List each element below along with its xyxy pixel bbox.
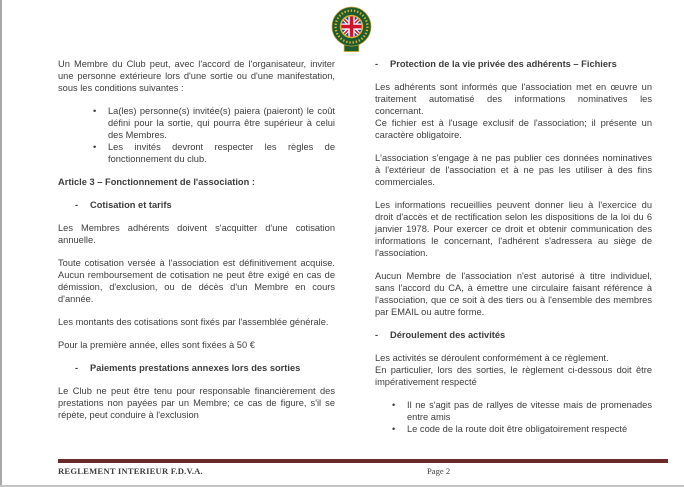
left-column xyxy=(58,58,335,432)
intro-paragraph: Un Membre du Club peut, avec l'accord de l'organisateur, inviter une personne extérieure lors d'une sortie ou d'une manifestation, sous les conditions suivantes : xyxy=(58,59,335,93)
bullet-icon: • xyxy=(93,106,97,116)
list-item-text: Le code de la route doit être obligatoirement respecté xyxy=(407,424,628,434)
activites-rules-list xyxy=(375,399,652,435)
paragraph: Pour la première année, elles sont fixées à 50 € xyxy=(58,340,255,350)
footer-page-number: Page 2 xyxy=(427,466,451,476)
bullet-icon: • xyxy=(93,142,97,152)
paragraph: Les informations recueillies peuvent donner lieu à l'exercice du droit d'accès et de rectification selon les dispositions de la loi du 6 janvier 1978. Pour exercer ce droit et obtenir communication des informations le concernant, l'adhérent s'adressera au siège de l'association. xyxy=(375,200,652,258)
bullet-icon: • xyxy=(392,424,396,434)
paragraph: L'association s'engage à ne pas publier ces données nominatives à l'extérieur de l'association et à ne pas les utiliser à des fins commerciales. xyxy=(375,153,652,187)
subheading-text: Protection de la vie privée des adhérents – Fichiers xyxy=(390,59,617,69)
paragraph: Le Club ne peut être tenu pour responsable financièrement des prestations non payées par un Membre; ce cas de figure, s'il se répète, peut conduire à l'exclusion xyxy=(58,386,335,420)
dash-marker: - xyxy=(75,200,79,210)
subheading-text: Paiements prestations annexes lors des sorties xyxy=(90,363,301,373)
subheading-text: Cotisation et tarifs xyxy=(90,200,172,210)
list-item-text: Les invités devront respecter les règles de fonctionnement du club. xyxy=(108,142,335,164)
list-item xyxy=(392,423,652,435)
right-column xyxy=(375,58,652,446)
paragraph: Les adhérents sont informés que l'association met en œuvre un traitement automatisé des informations nominatives les concernant. xyxy=(375,82,652,116)
footer-document-title: REGLEMENT INTERIEUR F.D.V.A. xyxy=(58,466,203,476)
list-item-text: Il ne s'agit pas de rallyes de vitesse mais de promenades entre amis xyxy=(407,400,652,422)
activites-subheading xyxy=(375,329,652,341)
paragraph: Les activités se déroulent conformément à ce règlement. xyxy=(375,353,609,363)
page-left-edge xyxy=(0,0,2,487)
paragraph: Ce fichier est à l'usage exclusif de l'association; il présente un caractère obligatoire. xyxy=(375,118,652,140)
paragraph: Aucun Membre de l'association n'est autorisé à titre individuel, sans l'accord du CA, à émettre une circulaire faisant référence à l'association, que ce soit à des tiers ou à l'ensemble des membres par EMAIL ou autre forme. xyxy=(375,271,652,317)
list-item xyxy=(392,399,652,423)
dash-marker: - xyxy=(75,363,79,373)
list-item xyxy=(93,141,335,165)
subheading-text: Déroulement des activités xyxy=(390,330,506,340)
article3-heading: Article 3 – Fonctionnement de l'association : xyxy=(58,177,255,187)
list-item-text: La(les) personne(s) invitée(s) paiera (paieront) le coût défini pour la sortie, qui pourra être supérieur à celui des Membres. xyxy=(108,106,335,140)
footer-rule xyxy=(58,459,668,463)
club-badge-logo xyxy=(330,6,373,53)
cotisation-subheading xyxy=(58,199,335,211)
paiements-subheading xyxy=(58,362,335,374)
paragraph: Les montants des cotisations sont fixés par l'assemblée générale. xyxy=(58,317,329,327)
paragraph: Les Membres adhérents doivent s'acquitter d'une cotisation annuelle. xyxy=(58,223,335,245)
fichiers-subheading xyxy=(375,58,652,70)
paragraph: Toute cotisation versée à l'association est définitivement acquise. Aucun remboursement de cotisation ne peut être exigé en cas de démission, d'exclusion, ou de décès d'un Membre en cours d'année. xyxy=(58,258,335,304)
paragraph: En particulier, lors des sorties, le règlement ci-dessous doit être impérativement respecté xyxy=(375,365,652,387)
dash-marker: - xyxy=(375,330,379,340)
list-item xyxy=(93,105,335,141)
dash-marker: - xyxy=(375,59,379,69)
bullet-icon: • xyxy=(392,400,396,410)
invite-conditions-list xyxy=(58,105,335,165)
